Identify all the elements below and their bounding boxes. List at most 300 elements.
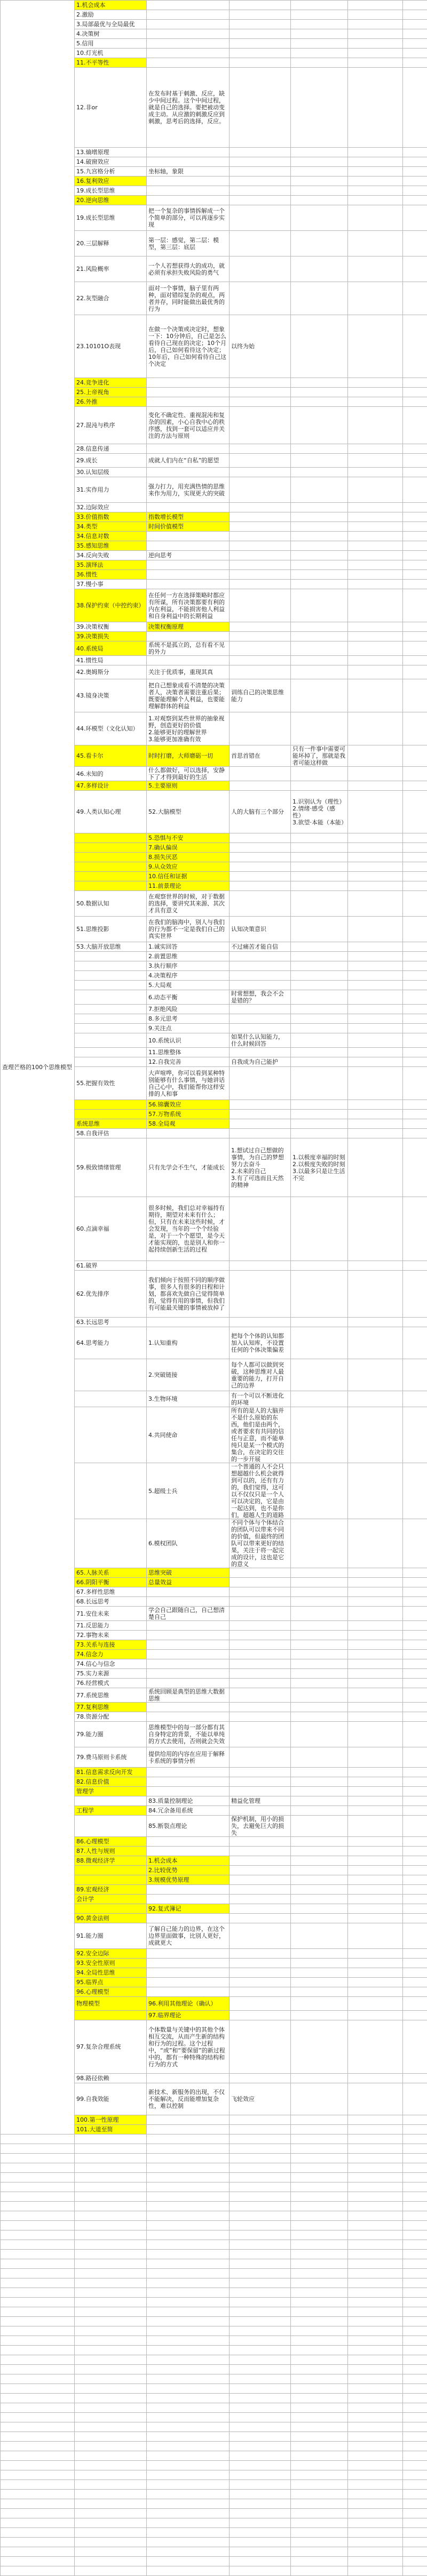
empty-cell[interactable]	[348, 167, 403, 176]
empty-cell[interactable]	[348, 1057, 403, 1067]
empty-cell[interactable]	[230, 2298, 291, 2307]
empty-cell[interactable]	[348, 1048, 403, 1057]
model-title-cell[interactable]: 79.能力圈	[75, 1722, 147, 1747]
empty-cell[interactable]	[291, 2326, 348, 2336]
empty-cell[interactable]	[147, 2374, 230, 2384]
empty-cell[interactable]	[403, 2307, 427, 2317]
empty-cell[interactable]	[403, 1048, 427, 1057]
empty-cell[interactable]	[348, 157, 403, 167]
model-title-cell[interactable]: 51.思维投影	[75, 917, 147, 942]
empty-cell[interactable]	[403, 1, 427, 10]
empty-cell[interactable]	[75, 2547, 147, 2557]
model-title-cell[interactable]: 93.安全性原则	[75, 1959, 147, 1968]
model-note-cell[interactable]	[230, 468, 291, 477]
empty-cell[interactable]	[403, 2509, 427, 2518]
empty-cell[interactable]	[348, 1631, 403, 1640]
empty-cell[interactable]	[348, 1923, 403, 1949]
model-title-cell[interactable]: 会计学	[75, 1895, 147, 1904]
model-note-cell[interactable]	[230, 522, 291, 532]
model-title-cell[interactable]: 60.点滴幸福	[75, 1197, 147, 1261]
empty-cell[interactable]	[348, 2211, 403, 2221]
empty-cell[interactable]	[348, 39, 403, 49]
empty-cell[interactable]	[403, 1722, 427, 1747]
empty-cell[interactable]	[348, 1866, 403, 1875]
empty-cell[interactable]	[147, 2528, 230, 2538]
empty-cell[interactable]	[403, 1067, 427, 1100]
empty-cell[interactable]	[230, 2480, 291, 2490]
model-title-cell[interactable]: 55.把握有效性	[75, 1067, 147, 1100]
empty-cell[interactable]	[403, 1578, 427, 1587]
empty-cell[interactable]	[348, 2499, 403, 2509]
model-note-cell[interactable]	[230, 454, 291, 468]
model-description-cell[interactable]	[147, 468, 230, 477]
empty-cell[interactable]	[291, 2221, 348, 2230]
model-title-cell[interactable]: 76.经营模式	[75, 1679, 147, 1688]
empty-cell[interactable]	[348, 1197, 403, 1261]
model-description-cell[interactable]	[147, 1703, 230, 1712]
empty-cell[interactable]	[403, 1856, 427, 1866]
empty-cell[interactable]	[348, 1968, 403, 1978]
model-note-cell[interactable]: 1.想试过自己想做的事情，为自己的梦想努力去奋斗 2.未来的自己 3.有了可选而且天然的精神	[230, 1138, 291, 1197]
empty-cell[interactable]	[230, 2470, 291, 2480]
empty-cell[interactable]	[230, 2173, 291, 2182]
model-description-cell[interactable]: 8.多元思考	[147, 1014, 230, 1024]
empty-cell[interactable]	[147, 2278, 230, 2288]
empty-cell[interactable]	[75, 2470, 147, 2480]
empty-cell[interactable]	[230, 2566, 291, 2576]
model-description-cell[interactable]	[147, 1914, 230, 1923]
model-title-cell[interactable]	[75, 1024, 147, 1033]
model-detail-cell[interactable]	[291, 2115, 348, 2125]
empty-cell[interactable]	[230, 2144, 291, 2154]
empty-cell[interactable]	[147, 2451, 230, 2461]
model-note-cell[interactable]	[230, 1271, 291, 1318]
empty-cell[interactable]	[147, 2422, 230, 2432]
model-note-cell[interactable]	[230, 580, 291, 589]
empty-cell[interactable]	[403, 1391, 427, 1407]
model-title-cell[interactable]: 65.人脉关系	[75, 1568, 147, 1578]
model-title-cell[interactable]: 77.系统思维	[75, 1688, 147, 1703]
model-title-cell[interactable]	[75, 1100, 147, 1110]
empty-cell[interactable]	[403, 656, 427, 665]
empty-cell[interactable]	[1, 2346, 75, 2355]
model-title-cell[interactable]	[75, 1519, 147, 1568]
empty-cell[interactable]	[403, 1024, 427, 1033]
model-title-cell[interactable]: 23.10101O表现	[75, 315, 147, 378]
empty-cell[interactable]	[348, 148, 403, 157]
empty-cell[interactable]	[348, 1407, 403, 1463]
model-description-cell[interactable]	[147, 388, 230, 397]
empty-cell[interactable]	[403, 2374, 427, 2384]
empty-cell[interactable]	[1, 2134, 75, 2144]
empty-cell[interactable]	[403, 29, 427, 39]
empty-cell[interactable]	[403, 2557, 427, 2566]
model-detail-cell[interactable]	[291, 541, 348, 551]
empty-cell[interactable]	[1, 2288, 75, 2298]
empty-cell[interactable]	[403, 1261, 427, 1271]
empty-cell[interactable]	[75, 2307, 147, 2317]
model-detail-cell[interactable]	[291, 39, 348, 49]
empty-cell[interactable]	[75, 2451, 147, 2461]
model-note-cell[interactable]	[230, 1847, 291, 1856]
empty-cell[interactable]	[403, 2432, 427, 2442]
empty-cell[interactable]	[75, 2154, 147, 2163]
model-detail-cell[interactable]	[291, 1014, 348, 1024]
model-note-cell[interactable]	[230, 1067, 291, 1100]
empty-cell[interactable]	[348, 2470, 403, 2480]
model-note-cell[interactable]	[230, 961, 291, 971]
empty-cell[interactable]	[147, 2480, 230, 2490]
empty-cell[interactable]	[348, 2432, 403, 2442]
empty-cell[interactable]	[147, 2403, 230, 2413]
model-detail-cell[interactable]	[291, 1607, 348, 1621]
empty-cell[interactable]	[230, 2518, 291, 2528]
model-title-cell[interactable]: 21.风险概率	[75, 256, 147, 282]
empty-cell[interactable]	[403, 2011, 427, 2020]
model-detail-cell[interactable]	[291, 570, 348, 580]
empty-cell[interactable]	[1, 2547, 75, 2557]
model-detail-cell[interactable]	[291, 1968, 348, 1978]
model-note-cell[interactable]	[230, 1261, 291, 1271]
empty-cell[interactable]	[348, 1640, 403, 1650]
model-note-cell[interactable]	[230, 1959, 291, 1968]
model-detail-cell[interactable]	[291, 1777, 348, 1787]
model-title-cell[interactable]: 99.自我效能	[75, 2083, 147, 2115]
empty-cell[interactable]	[348, 2374, 403, 2384]
model-description-cell[interactable]: 2.前置思维	[147, 952, 230, 961]
empty-cell[interactable]	[403, 712, 427, 745]
model-description-cell[interactable]: 6.动态平衡	[147, 990, 230, 1005]
model-title-cell[interactable]: 98.路径依赖	[75, 2074, 147, 2083]
empty-cell[interactable]	[348, 1679, 403, 1688]
model-detail-cell[interactable]	[291, 1110, 348, 1119]
model-description-cell[interactable]	[147, 176, 230, 186]
model-detail-cell[interactable]	[291, 1722, 348, 1747]
model-title-cell[interactable]: 100.第一性原理	[75, 2115, 147, 2125]
model-description-cell[interactable]: 7.拒绝风险	[147, 1005, 230, 1014]
empty-cell[interactable]	[1, 2451, 75, 2461]
empty-cell[interactable]	[348, 532, 403, 541]
model-detail-cell[interactable]	[291, 157, 348, 167]
model-title-cell[interactable]: 94.全局性思维	[75, 1968, 147, 1978]
model-detail-cell[interactable]	[291, 971, 348, 981]
empty-cell[interactable]	[403, 1407, 427, 1463]
empty-cell[interactable]	[1, 2144, 75, 2154]
model-title-cell[interactable]: 34.类型	[75, 522, 147, 532]
model-note-cell[interactable]	[230, 2125, 291, 2134]
empty-cell[interactable]	[291, 2470, 348, 2480]
empty-cell[interactable]	[348, 781, 403, 791]
empty-cell[interactable]	[147, 2557, 230, 2566]
model-note-cell[interactable]	[230, 2020, 291, 2074]
empty-cell[interactable]	[348, 1796, 403, 1806]
model-title-cell[interactable]: 27.混沌与秩序	[75, 407, 147, 444]
model-description-cell[interactable]	[147, 39, 230, 49]
empty-cell[interactable]	[348, 1650, 403, 1659]
empty-cell[interactable]	[403, 1650, 427, 1659]
empty-cell[interactable]	[348, 2557, 403, 2566]
empty-cell[interactable]	[1, 2298, 75, 2307]
empty-cell[interactable]	[1, 2317, 75, 2326]
empty-cell[interactable]	[75, 2490, 147, 2499]
empty-cell[interactable]	[403, 541, 427, 551]
empty-cell[interactable]	[403, 2470, 427, 2480]
model-title-cell[interactable]: 24.竞争进化	[75, 378, 147, 388]
model-title-cell[interactable]: 82.信息价值	[75, 1777, 147, 1787]
model-detail-cell[interactable]	[291, 1197, 348, 1261]
model-description-cell[interactable]	[147, 1987, 230, 1997]
model-title-cell[interactable]: 61.破界	[75, 1261, 147, 1271]
model-description-cell[interactable]: 11.前景理论	[147, 881, 230, 891]
empty-cell[interactable]	[291, 2547, 348, 2557]
model-detail-cell[interactable]	[291, 1597, 348, 1607]
model-description-cell[interactable]	[147, 186, 230, 196]
empty-cell[interactable]	[75, 2394, 147, 2403]
empty-cell[interactable]	[403, 589, 427, 622]
model-description-cell[interactable]: 我们倾向于按照不同的顺序做事，很多人有很多的日程和计划，都喜欢先做自己觉得简单的，觉得有用的事情，但我们有可能最关键的事情被放掉了	[147, 1271, 230, 1318]
model-detail-cell[interactable]	[291, 1856, 348, 1866]
model-note-cell[interactable]	[230, 1688, 291, 1703]
empty-cell[interactable]	[403, 1796, 427, 1806]
empty-cell[interactable]	[147, 2326, 230, 2336]
empty-cell[interactable]	[403, 512, 427, 522]
empty-cell[interactable]	[147, 2461, 230, 2470]
model-title-cell[interactable]: 44.环模型（文化认知）	[75, 712, 147, 745]
empty-cell[interactable]	[403, 2547, 427, 2557]
empty-cell[interactable]	[403, 2211, 427, 2221]
empty-cell[interactable]	[348, 1959, 403, 1968]
empty-cell[interactable]	[403, 981, 427, 990]
model-title-cell[interactable]	[75, 952, 147, 961]
empty-cell[interactable]	[230, 2432, 291, 2442]
model-detail-cell[interactable]	[291, 315, 348, 378]
model-note-cell[interactable]	[230, 20, 291, 29]
empty-cell[interactable]	[348, 641, 403, 656]
empty-cell[interactable]	[75, 2403, 147, 2413]
empty-cell[interactable]	[348, 2384, 403, 2394]
empty-cell[interactable]	[1, 2528, 75, 2538]
empty-cell[interactable]	[348, 853, 403, 862]
empty-cell[interactable]	[403, 2020, 427, 2074]
empty-cell[interactable]	[403, 2259, 427, 2269]
empty-cell[interactable]	[230, 2490, 291, 2499]
empty-cell[interactable]	[147, 2442, 230, 2451]
empty-cell[interactable]	[348, 454, 403, 468]
empty-cell[interactable]	[348, 176, 403, 186]
empty-cell[interactable]	[348, 196, 403, 205]
model-detail-cell[interactable]	[291, 1847, 348, 1856]
model-title-cell[interactable]: 75.实力来源	[75, 1669, 147, 1679]
model-title-cell[interactable]	[75, 853, 147, 862]
model-note-cell[interactable]	[230, 49, 291, 58]
empty-cell[interactable]	[230, 2307, 291, 2317]
empty-cell[interactable]	[403, 503, 427, 512]
empty-cell[interactable]	[348, 2182, 403, 2192]
model-title-cell[interactable]	[75, 1816, 147, 1837]
model-description-cell[interactable]: 在我们的脑海中，别人与我们的行为都不一定是我们自己的真实世界	[147, 917, 230, 942]
empty-cell[interactable]	[403, 2163, 427, 2173]
model-note-cell[interactable]	[230, 641, 291, 656]
empty-cell[interactable]	[348, 2074, 403, 2083]
empty-cell[interactable]	[147, 2365, 230, 2374]
empty-cell[interactable]	[403, 2566, 427, 2576]
empty-cell[interactable]	[1, 2403, 75, 2413]
model-detail-cell[interactable]	[291, 1, 348, 10]
model-detail-cell[interactable]	[291, 282, 348, 315]
empty-cell[interactable]	[403, 891, 427, 917]
model-detail-cell[interactable]	[291, 781, 348, 791]
model-description-cell[interactable]: 坐标轴，象限	[147, 167, 230, 176]
model-note-cell[interactable]	[230, 862, 291, 872]
model-detail-cell[interactable]	[291, 712, 348, 745]
empty-cell[interactable]	[147, 2566, 230, 2576]
empty-cell[interactable]	[348, 1014, 403, 1024]
model-detail-cell[interactable]	[291, 68, 348, 148]
empty-cell[interactable]	[1, 2374, 75, 2384]
model-description-cell[interactable]: 84.冗余备用系统	[147, 1806, 230, 1816]
model-note-cell[interactable]	[230, 1747, 291, 1768]
model-description-cell[interactable]: 56.锦囊效应	[147, 1100, 230, 1110]
empty-cell[interactable]	[1, 2221, 75, 2230]
empty-cell[interactable]	[348, 512, 403, 522]
model-detail-cell[interactable]	[291, 679, 348, 712]
empty-cell[interactable]	[147, 2298, 230, 2307]
model-note-cell[interactable]: 首思首错在	[230, 745, 291, 767]
empty-cell[interactable]	[291, 2240, 348, 2250]
empty-cell[interactable]	[403, 1640, 427, 1650]
empty-cell[interactable]	[147, 2432, 230, 2442]
empty-cell[interactable]	[291, 2144, 348, 2154]
model-description-cell[interactable]: 变化不确定性、重视混沌和复杂的因素，小心自我中心的秩序感，找到一套可以适应并关注的方法与原则	[147, 407, 230, 444]
model-title-cell[interactable]: 37.慢小事	[75, 580, 147, 589]
empty-cell[interactable]	[1, 2470, 75, 2480]
empty-cell[interactable]	[348, 58, 403, 68]
empty-cell[interactable]	[147, 2307, 230, 2317]
model-detail-cell[interactable]	[291, 1578, 348, 1587]
empty-cell[interactable]	[1, 2394, 75, 2403]
empty-cell[interactable]	[1, 2326, 75, 2336]
empty-cell[interactable]	[75, 2442, 147, 2451]
model-title-cell[interactable]	[75, 1391, 147, 1407]
empty-cell[interactable]	[403, 1597, 427, 1607]
empty-cell[interactable]	[348, 1895, 403, 1904]
empty-cell[interactable]	[403, 532, 427, 541]
empty-cell[interactable]	[348, 541, 403, 551]
empty-cell[interactable]	[147, 2134, 230, 2144]
empty-cell[interactable]	[348, 1904, 403, 1914]
empty-cell[interactable]	[403, 560, 427, 570]
model-title-cell[interactable]: 29.成长	[75, 454, 147, 468]
empty-cell[interactable]	[403, 641, 427, 656]
empty-cell[interactable]	[348, 1271, 403, 1318]
model-note-cell[interactable]	[230, 1005, 291, 1014]
model-description-cell[interactable]: 系统不是孤立的，总有看不见的外力	[147, 641, 230, 656]
model-description-cell[interactable]	[147, 1885, 230, 1895]
model-note-cell[interactable]	[230, 560, 291, 570]
model-title-cell[interactable]: 41.惯性局	[75, 656, 147, 665]
model-description-cell[interactable]: 思维突破	[147, 1568, 230, 1578]
empty-cell[interactable]	[348, 1110, 403, 1119]
model-description-cell[interactable]: 3.生物环境	[147, 1391, 230, 1407]
model-note-cell[interactable]	[230, 767, 291, 781]
empty-cell[interactable]	[348, 1519, 403, 1568]
empty-cell[interactable]	[403, 2115, 427, 2125]
empty-cell[interactable]	[403, 2355, 427, 2365]
empty-cell[interactable]	[403, 2346, 427, 2355]
empty-cell[interactable]	[291, 2317, 348, 2326]
model-title-cell[interactable]: 81.信息需求反向开发	[75, 1768, 147, 1777]
empty-cell[interactable]	[403, 1895, 427, 1904]
model-description-cell[interactable]	[147, 1631, 230, 1640]
model-detail-cell[interactable]	[291, 1806, 348, 1816]
model-note-cell[interactable]	[230, 1722, 291, 1747]
empty-cell[interactable]	[403, 477, 427, 503]
group-label-cell[interactable]: 查理芒格的100个思维模型	[1, 1, 75, 2134]
empty-cell[interactable]	[75, 2566, 147, 2576]
empty-cell[interactable]	[403, 2083, 427, 2115]
model-title-cell[interactable]: 71.反思能力	[75, 1621, 147, 1631]
model-description-cell[interactable]	[147, 1669, 230, 1679]
model-detail-cell[interactable]	[291, 20, 348, 29]
empty-cell[interactable]	[291, 2403, 348, 2413]
empty-cell[interactable]	[1, 2211, 75, 2221]
model-detail-cell[interactable]	[291, 961, 348, 971]
model-title-cell[interactable]: 34.信息对数	[75, 532, 147, 541]
model-note-cell[interactable]	[230, 388, 291, 397]
model-detail-cell[interactable]	[291, 454, 348, 468]
empty-cell[interactable]	[348, 468, 403, 477]
model-detail-cell[interactable]	[291, 1005, 348, 1014]
empty-cell[interactable]	[75, 2499, 147, 2509]
empty-cell[interactable]	[403, 148, 427, 157]
empty-cell[interactable]	[348, 1847, 403, 1856]
empty-cell[interactable]	[403, 2240, 427, 2250]
model-title-cell[interactable]: 28.信息传递	[75, 444, 147, 454]
model-note-cell[interactable]	[230, 532, 291, 541]
model-detail-cell[interactable]	[291, 580, 348, 589]
model-description-cell[interactable]: 在任何一方在选择策略时都应有所谋，所有决策都要有利的内在利益，不能损害他人利益和自身利益中的长期利益	[147, 589, 230, 622]
empty-cell[interactable]	[348, 10, 403, 20]
model-detail-cell[interactable]	[291, 1904, 348, 1914]
model-title-cell[interactable]: 12.非or	[75, 68, 147, 148]
empty-cell[interactable]	[147, 2230, 230, 2240]
model-note-cell[interactable]	[230, 256, 291, 282]
model-title-cell[interactable]: 26.外推	[75, 397, 147, 407]
empty-cell[interactable]	[403, 1712, 427, 1722]
empty-cell[interactable]	[348, 2403, 403, 2413]
model-title-cell[interactable]	[75, 843, 147, 853]
model-detail-cell[interactable]	[291, 1978, 348, 1987]
model-detail-cell[interactable]	[291, 1712, 348, 1722]
empty-cell[interactable]	[1, 2307, 75, 2317]
empty-cell[interactable]	[348, 20, 403, 29]
model-title-cell[interactable]: 38.保护约束（中控约束）	[75, 589, 147, 622]
model-description-cell[interactable]: 什么都做好，可以选择，安静下了才得到最好的生活	[147, 767, 230, 781]
empty-cell[interactable]	[1, 2365, 75, 2374]
model-title-cell[interactable]: 45.看卡尔	[75, 745, 147, 767]
model-description-cell[interactable]: 个体数量与关键中的其他个体相互交流，从而产生新的结构和行为的过程。这个过程中，“或”和“要保留”的新过程中的，都有一种特殊的结构和行为的方式	[147, 2020, 230, 2074]
model-detail-cell[interactable]	[291, 1796, 348, 1806]
model-title-cell[interactable]: 59.极致情绪管理	[75, 1138, 147, 1197]
model-detail-cell[interactable]	[291, 1407, 348, 1463]
empty-cell[interactable]	[348, 315, 403, 378]
empty-cell[interactable]	[1, 2413, 75, 2422]
model-note-cell[interactable]	[230, 971, 291, 981]
model-note-cell[interactable]	[230, 853, 291, 862]
model-note-cell[interactable]: 自我成为自己能护	[230, 1057, 291, 1067]
model-detail-cell[interactable]	[291, 2074, 348, 2083]
empty-cell[interactable]	[147, 2259, 230, 2269]
